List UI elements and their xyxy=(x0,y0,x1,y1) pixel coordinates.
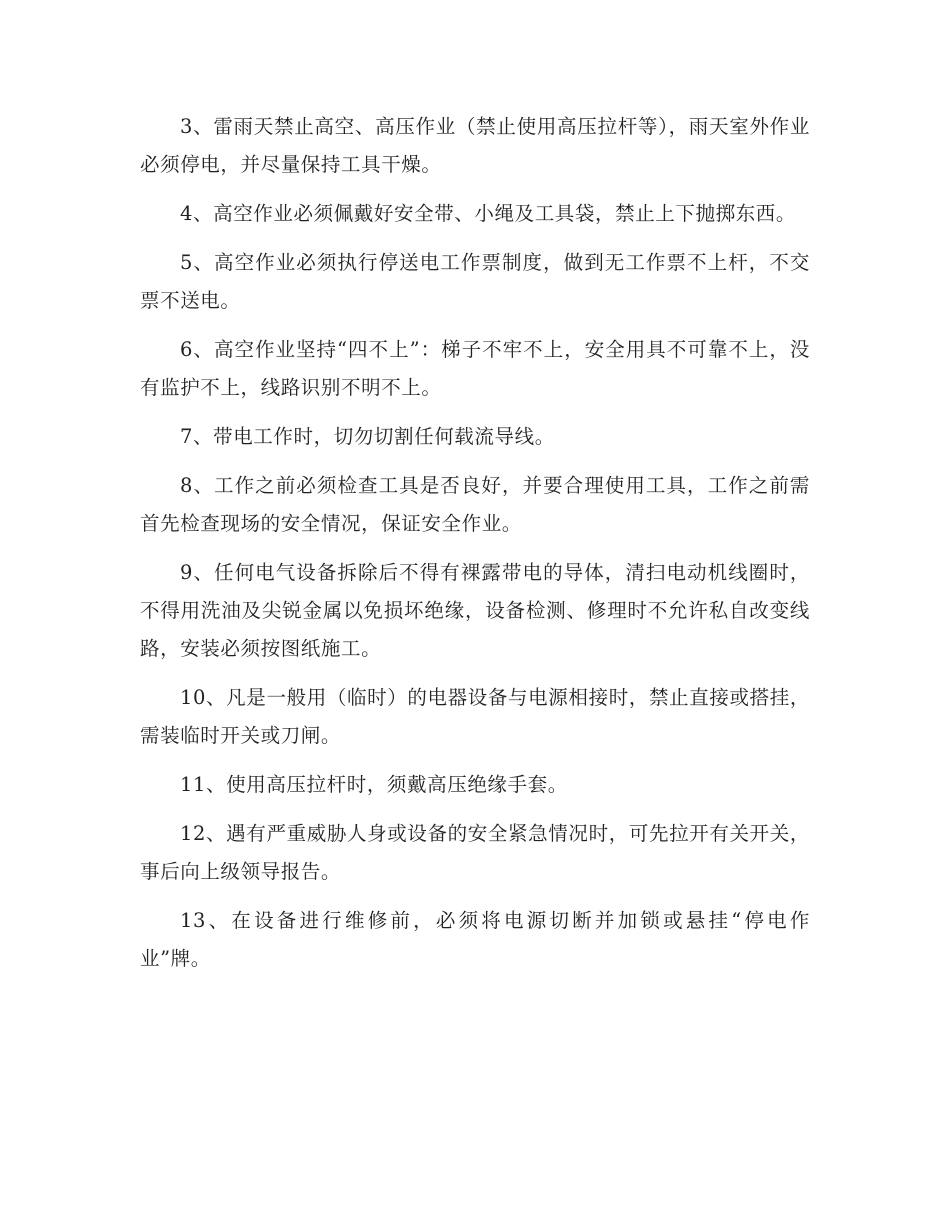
document-page xyxy=(140,108,810,989)
paragraph-9: 9、任何电气设备拆除后不得有裸露带电的导体，清扫电动机线圈时，不得用洗油及尖锐金属以免损坏绝缘，设备检测、修理时不允许私自改变线路，安装必须按图纸施工。 xyxy=(140,561,810,660)
paragraph-4: 4、高空作业必须佩戴好安全带、小绳及工具袋，禁止上下抛掷东西。 xyxy=(180,202,797,225)
paragraph-7: 7、带电工作时，切勿切割任何载流导线。 xyxy=(180,425,555,448)
paragraph-5: 5、高空作业必须执行停送电工作票制度，做到无工作票不上杆，不交票不送电。 xyxy=(140,251,810,312)
paragraph-13: 13、在设备进行维修前，必须将电源切断并加锁或悬挂“停电作业”牌。 xyxy=(140,909,810,970)
paragraph-6: 6、高空作业坚持“四不上”：梯子不牢不上，安全用具不可靠不上，没有监护不上，线路识别不明不上。 xyxy=(140,338,810,399)
paragraph-3: 3、雷雨天禁止高空、高压作业（禁止使用高压拉杆等），雨天室外作业必须停电，并尽量保持工具干燥。 xyxy=(140,115,810,176)
paragraph-8: 8、工作之前必须检查工具是否良好，并要合理使用工具，工作之前需首先检查现场的安全情况，保证安全作业。 xyxy=(140,474,810,535)
paragraph-10: 10、凡是一般用（临时）的电器设备与电源相接时，禁止直接或搭挂，需装临时开关或刀闸。 xyxy=(140,686,810,747)
paragraph-12: 12、遇有严重威胁人身或设备的安全紧急情况时，可先拉开有关开关，事后向上级领导报告。 xyxy=(140,822,810,883)
paragraph-11: 11、使用高压拉杆时，须戴高压绝缘手套。 xyxy=(180,773,568,796)
